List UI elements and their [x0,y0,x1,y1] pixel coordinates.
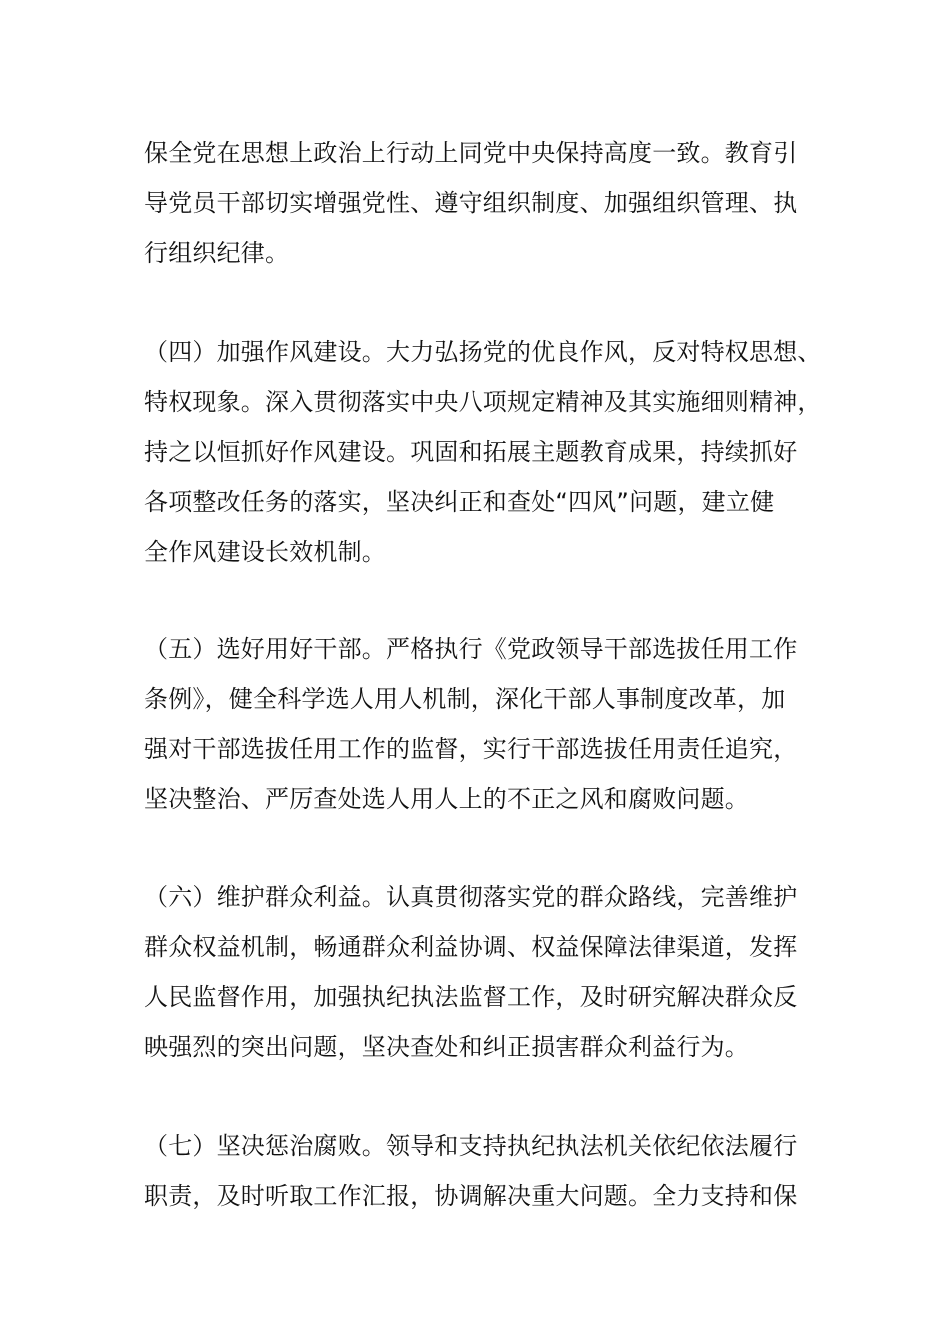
paragraph-organization-discipline [144,128,824,278]
text-line: 强对干部选拔任用工作的监督，实行干部选拔任用责任追究， [144,735,798,763]
text-line: 各项整改任务的落实，坚决纠正和查处“四风”问题，建立健 [144,488,775,516]
text-line: （四）加强作风建设。大力弘扬党的优良作风，反对特权思想、 [144,338,822,366]
paragraph-public-interests [144,872,824,1072]
paragraph-cadre-selection [144,624,824,824]
text-line: 持之以恒抓好作风建设。巩固和拓展主题教育成果，持续抓好 [144,438,798,466]
text-line: 行组织纪律。 [144,239,290,267]
text-line: （七）坚决惩治腐败。领导和支持执纪执法机关依纪依法履行 [144,1132,798,1160]
text-line: 保全党在思想上政治上行动上同党中央保持高度一致。教育引 [144,139,798,167]
text-line: （六）维护群众利益。认真贯彻落实党的群众路线，完善维护 [144,883,798,911]
paragraph-anti-corruption [144,1121,824,1221]
text-line: 特权现象。深入贯彻落实中央八项规定精神及其实施细则精神， [144,388,822,416]
text-line: 导党员干部切实增强党性、遵守组织制度、加强组织管理、执 [144,189,798,217]
text-line: 映强烈的突出问题，坚决查处和纠正损害群众利益行为。 [144,1033,749,1061]
text-line: 条例》，健全科学选人用人机制，深化干部人事制度改革，加 [144,685,786,713]
text-line: 职责，及时听取工作汇报，协调解决重大问题。全力支持和保 [144,1182,798,1210]
text-line: 群众权益机制，畅通群众利益协调、权益保障法律渠道，发挥 [144,933,798,961]
text-line: （五）选好用好干部。严格执行《党政领导干部选拔任用工作 [144,635,798,663]
text-line: 坚决整治、严厉查处选人用人上的不正之风和腐败问题。 [144,785,749,813]
text-line: 人民监督作用，加强执纪执法监督工作，及时研究解决群众反 [144,983,798,1011]
text-line: 全作风建设长效机制。 [144,538,386,566]
paragraph-work-style [144,327,824,577]
